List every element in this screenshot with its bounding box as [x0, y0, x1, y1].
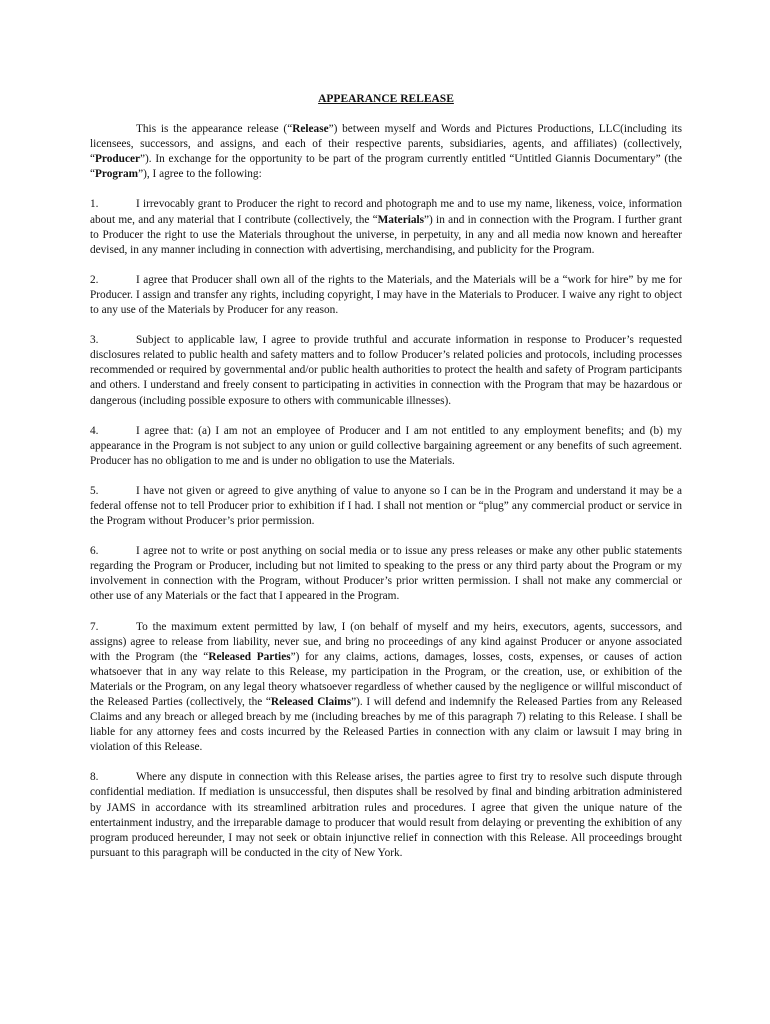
- text-run: ”) in and in connection with the Program. I further grant to Producer the right to use the Materials throughout the universe, in perpetuity, in any and all media now known and hereafter devised, in any manner including in connection with advertising, merchandising, and publicity for the Program.: [90, 213, 682, 256]
- numbered-paragraph: [90, 273, 682, 318]
- numbered-paragraph: [90, 544, 682, 604]
- defined-term: Materials: [377, 213, 425, 226]
- paragraph-number: 1.: [90, 198, 99, 211]
- defined-term: Released Parties: [208, 650, 291, 663]
- text-run: This is the appearance release (“: [136, 123, 293, 136]
- defined-term: Producer: [95, 153, 140, 166]
- paragraph-number: 4.: [90, 424, 99, 437]
- paragraph-number: 3.: [90, 334, 99, 347]
- document-page: [90, 92, 682, 876]
- paragraph-number: 2.: [90, 273, 99, 286]
- text-run: ”). I will defend and indemnify the Released Parties from any Released Claims and any breach or alleged breach by me (including breaches by me of this paragraph 7) relating to this Release. I shall be liable for any attorney fees and costs incurred by the Released Parties in connection with any claim or lawsuit I may bring in violation of this Release.: [90, 696, 682, 754]
- text-run: ”). In exchange for the opportunity to be part of the program currently entitled “Untitled Giannis Documentary” (the “: [90, 153, 682, 181]
- numbered-paragraph: [90, 333, 682, 408]
- numbered-paragraph: [90, 770, 682, 861]
- defined-term: Released Claims: [270, 696, 352, 708]
- text-run: Subject to applicable law, I agree to provide truthful and accurate information in response to Producer’s requested disclosures related to public health and safety matters and to follow Producer’s related policies and protocols, including processes recommended or required by governmental and/or public health authorities to protect the health and safety of Program participants and others. I understand and freely consent to participating in activities in connection with the Program that may be hazardous or dangerous (including possible exposure to others with communicable illnesses).: [90, 334, 682, 407]
- defined-term: Program: [95, 168, 139, 181]
- numbered-paragraph: [90, 484, 682, 529]
- document-title: APPEARANCE RELEASE: [318, 93, 454, 105]
- text-run: To the maximum extent permitted by law, I (on behalf of myself and my heirs, executors, agents, successors, and assigns) agree to release from liability, never sue, and bring no proceedings of any kind against Producer or anyone associated with the Program (the “: [90, 620, 682, 663]
- paragraph-number: 8.: [90, 771, 99, 784]
- text-run: I agree that Producer shall own all of the rights to the Materials, and the Materials will be a “work for hire” by me for Producer. I assign and transfer any rights, including copyright, I may have in the Materials to Producer. I waive any right to object to any use of the Materials by Producer for any reason.: [90, 273, 682, 317]
- text-run: ”) for any claims, actions, damages, losses, costs, expenses, or causes of action whatsoever that in any way relate to this Release, my participation in the Program, or the creation, use, or exhibition of the Materials or the Program, on any legal theory whatsoever regardless of whether caused by the negligence or willful misconduct of the Released Parties (collectively, the “: [90, 650, 682, 708]
- defined-term: Release: [292, 123, 329, 136]
- text-run: Where any dispute in connection with this Release arises, the parties agree to first try to resolve such dispute through confidential mediation. If mediation is unsuccessful, then disputes shall be resolved by final and binding arbitration administered by JAMS in accordance with its streamlined arbitration rules and procedures. I agree that given the unique nature of the entertainment industry, and the irreparable damage to producer that would result from delaying or preventing the exhibition of any program produced hereunder, I may not seek or obtain injunctive relief in connection with this Release. All proceedings brought pursuant to this paragraph will be conducted in the city of New York.: [90, 771, 682, 859]
- numbered-paragraphs: [90, 197, 682, 860]
- text-run: I have not given or agreed to give anything of value to anyone so I can be in the Program and understand it may be a federal offense not to tell Producer prior to exhibition if I had. I shall not mention or “plug” any commercial product or service in the Program without Producer’s prior permission.: [90, 484, 682, 528]
- paragraph-number: 5.: [90, 484, 99, 497]
- paragraph-number: 7.: [90, 620, 99, 633]
- text-run: I agree that: (a) I am not an employee of Producer and I am not entitled to any employment benefits; and (b) my appearance in the Program is not subject to any union or guild collective bargaining agreement or any benefits of such agreement. Producer has no obligation to me and is under no obligation to use the Materials.: [90, 424, 682, 467]
- numbered-paragraph: [90, 197, 682, 257]
- numbered-paragraph: [90, 424, 682, 469]
- text-run: I agree not to write or post anything on social media or to issue any press releases or make any other public statements regarding the Program or Producer, including but not limited to speaking to the press or any third party about the Program or my involvement in connection with the Program, without Producer’s prior written permission. I shall not make any commercial or other use of any Materials or the fact that I appeared in the Program.: [90, 545, 682, 603]
- numbered-paragraph: [90, 620, 682, 756]
- text-run: ”) between myself and Words and Pictures Productions, LLC(including its licensees, successors, and assigns, and each of their respective parents, subsidiaries, agents, and affiliates) (collectively, “: [90, 123, 682, 166]
- paragraph-number: 6.: [90, 545, 99, 558]
- text-run: I irrevocably grant to Producer the right to record and photograph me and to use my name, likeness, voice, information about me, and any material that I contribute (collectively, the “: [90, 198, 682, 226]
- text-run: ”), I agree to the following:: [138, 168, 262, 181]
- intro-paragraph: [90, 122, 682, 182]
